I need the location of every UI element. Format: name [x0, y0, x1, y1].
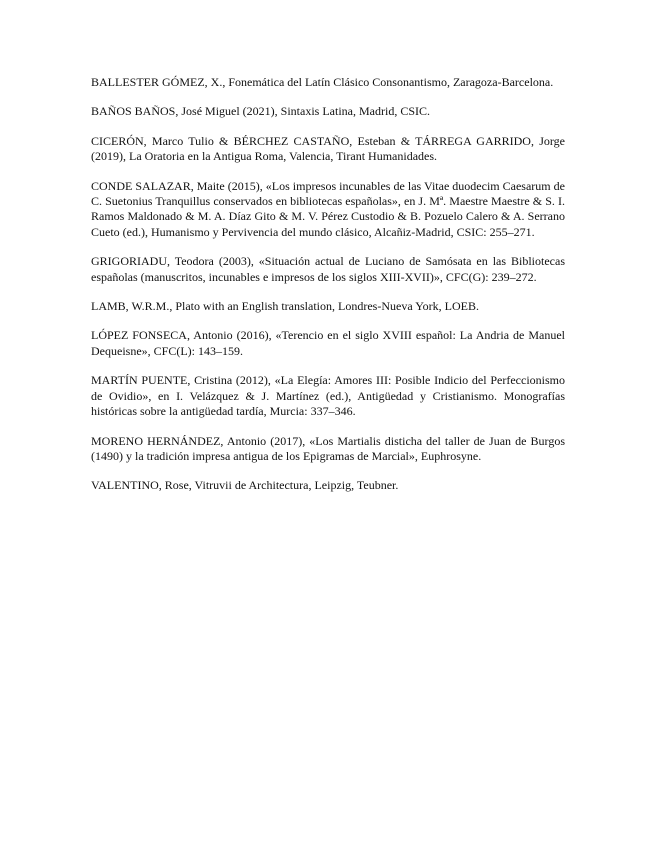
bibliography-entry: BALLESTER GÓMEZ, X., Fonemática del Latín Clásico Consonantismo, Zaragoza-Barcelona.: [91, 75, 554, 89]
bibliography-entry: BAÑOS BAÑOS, José Miguel (2021), Sintaxis Latina, Madrid, CSIC.: [91, 104, 430, 119]
bibliography-entry: VALENTINO, Rose, Vitruvii de Architectura, Leipzig, Teubner.: [91, 478, 399, 493]
bibliography-entry: MORENO HERNÁNDEZ, Antonio (2017), «Los Martialis disticha del taller de Juan de Burgos (1490) y la tradición impresa antigua de los Epigramas de Marcial», Euphrosyne.: [91, 433, 565, 463]
bibliography-entry: CICERÓN, Marco Tulio & BÉRCHEZ CASTAÑO, Esteban & TÁRREGA GARRIDO, Jorge (2019), La Oratoria en la Antigua Roma, Valencia, Tirant Humanidades.: [91, 133, 565, 164]
bibliography-list: [91, 75, 565, 508]
bibliography-entry: LAMB, W.R.M., Plato with an English translation, Londres-Nueva York, LOEB.: [91, 299, 479, 314]
bibliography-entry: LÓPEZ FONSECA, Antonio (2016), «Terencio en el siglo XVIII español: La Andria de Manuel Dequeisne», CFC(L): 143‒159.: [91, 328, 565, 358]
bibliography-entry: MARTÍN PUENTE, Cristina (2012), «La Elegía: Amores III: Posible Indicio del Perfeccionismo de Ovidio», en I. Velázquez & J. Martínez (ed.), Antigüedad y Cristianismo. Monografías históricas sobre la antigüedad tardía, Murcia: 337‒346.: [91, 373, 565, 419]
bibliography-entry: GRIGORIADU, Teodora (2003), «Situación actual de Luciano de Samósata en las Bibliotecas españolas (manuscritos, incunables e impresos de los siglos XIII-XVII)», CFC(G): 239‒272.: [91, 254, 565, 284]
bibliography-entry: CONDE SALAZAR, Maite (2015), «Los impresos incunables de las Vitae duodecim Caesarum de C. Suetonius Tranquillus conservados en bibliotecas españolas», en J. Mª. Maestre Maestre & S. I. Ramos Maldonado & M. A. Díaz Gito & M. V. Pérez Custodio & B. Pozuelo Calero & A. Serrano Cueto (ed.), Humanismo y Pervivencia del mundo clásico, Alcañiz-Madrid, CSIC: 255‒271.: [91, 178, 565, 239]
